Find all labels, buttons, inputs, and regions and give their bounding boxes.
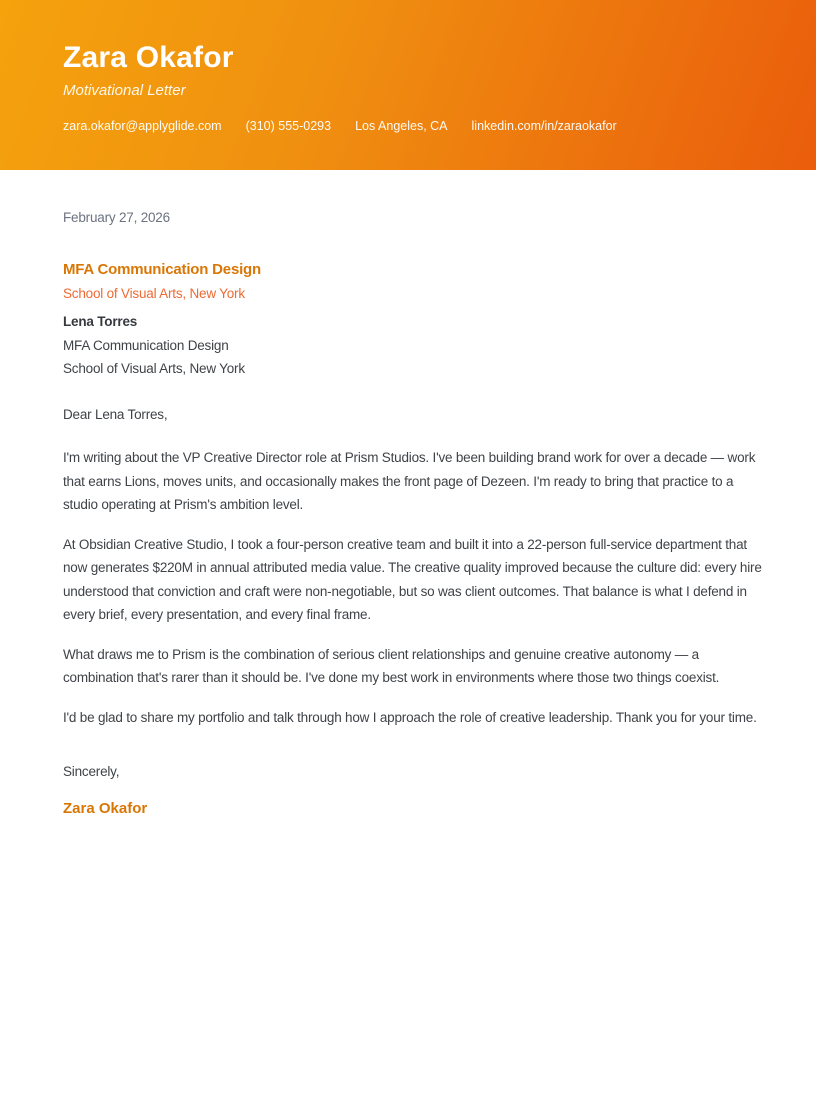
recipient-address <box>63 310 768 381</box>
contact-phone: (310) 555-0293 <box>245 119 332 133</box>
body-paragraph-4: I'd be glad to share my portfolio and talk through how I approach the role of creative leadership. Thank you for your time. <box>63 709 757 725</box>
letter-date: February 27, 2026 <box>63 210 170 225</box>
recipient-block <box>63 258 768 381</box>
closing-line: Sincerely, <box>63 764 120 779</box>
applicant-name: Zara Okafor <box>63 41 234 74</box>
letter-header <box>0 0 816 170</box>
letter-content <box>0 170 816 821</box>
recipient-school-heading: School of Visual Arts, New York <box>63 285 245 301</box>
signature-name: Zara Okafor <box>63 799 148 817</box>
contact-row <box>63 118 768 134</box>
document-type-subtitle: Motivational Letter <box>63 82 186 99</box>
recipient-school-line: School of Visual Arts, New York <box>63 361 245 376</box>
body-paragraph-3: What draws me to Prism is the combination of serious client relationships and genuine creative autonomy — a combination that's rarer than it should be. I've done my best work in environments where those two things coexist. <box>63 646 720 685</box>
recipient-contact-name: Lena Torres <box>63 314 138 329</box>
contact-email: zara.okafor@applyglide.com <box>63 119 222 133</box>
body-paragraph-1: I'm writing about the VP Creative Director role at Prism Studios. I've been building brand work for over a decade — work that earns Lions, moves units, and occasionally makes the front page of Dezeen. I'm ready to bring that practice to a studio operating at Prism's ambition level. <box>63 450 756 512</box>
contact-location: Los Angeles, CA <box>355 119 448 133</box>
salutation: Dear Lena Torres, <box>63 406 168 422</box>
recipient-program-heading: MFA Communication Design <box>63 260 261 278</box>
recipient-program-line: MFA Communication Design <box>63 337 229 353</box>
contact-linkedin: linkedin.com/in/zaraokafor <box>471 119 617 133</box>
body-paragraph-2: At Obsidian Creative Studio, I took a four-person creative team and built it into a 22-person full-service department that now generates $220M in annual attributed media value. The creative quality improved because the culture did: every hire understood that conviction and craft were non-negotiable, but so was client outcomes. That balance is what I defend in every brief, every presentation, and every final frame. <box>63 536 762 622</box>
